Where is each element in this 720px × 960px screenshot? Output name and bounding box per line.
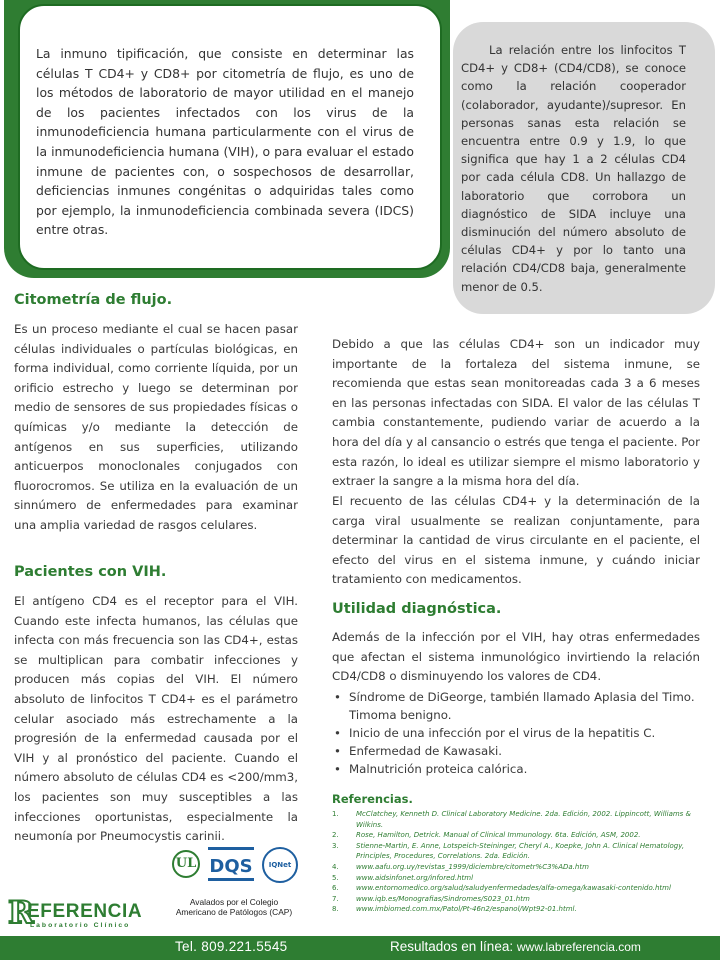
utilidad-list <box>332 688 700 778</box>
referencia-logo <box>8 897 148 933</box>
reference-link[interactable]: 8. www.imbiomed.com.mx/Patol/Pt-46n2/espanol/Wpt92-01.html. <box>332 905 577 914</box>
referencias-list <box>332 809 712 915</box>
referencias-heading: Referencias. <box>332 792 413 806</box>
reference-item: 3. Stienne-Martin, E. Anne, Lotspeich-Steininger, Cheryl A., Koepke, John A. Clinical Hematology, Principles, Procedures, Correlations. 2da. Edición. <box>332 841 685 861</box>
utilidad-text: Además de la infección por el VIH, hay otras enfermedades que afectan el sistema inmunológico invirtiendo la relación CD4/CD8 o disminuyendo los valores de CD4. <box>332 630 700 684</box>
list-item: • Síndrome de DiGeorge, también llamado Aplasia del Timo. Timoma benigno. <box>332 688 700 724</box>
dqs-logo: DQS <box>208 847 254 881</box>
citometria-heading: Citometría de flujo. <box>14 292 173 308</box>
web-label: Resultados en línea: <box>390 939 514 954</box>
brand-subtitle: Laboratorio Clínico <box>30 922 131 929</box>
cap-caption: Avalados por el Colegio Americano de Patólogos (CAP) <box>175 897 293 917</box>
utilidad-heading: Utilidad diagnóstica. <box>332 601 502 617</box>
brand-initial: R <box>8 895 34 931</box>
list-item: • Malnutrición proteica calórica. <box>332 760 700 778</box>
footer-bar <box>0 936 720 960</box>
reference-link[interactable]: 6. www.entornomedico.org/salud/saludyenfermedades/alfa-omega/kawasaki-contenido.html <box>332 884 671 893</box>
carga-viral-text: El recuento de las células CD4+ y la determinación de la carga viral usualmente se realizan conjuntamente, para determinar la cantidad de virus circulante en el paciente, el efecto del virus en el sistema inmune, y cuándo iniciar tratamiento con medicamentos. <box>332 494 700 587</box>
ratio-text: La relación entre los linfocitos T CD4+ y CD8+ (CD4/CD8), se conoce como la relación cooperador (colaborador, ayudante)/supresor. En personas sanas esta relación se encuentra entre 0.9 y 1.9, lo que significa que hay 1 a 2 células CD4 por cada célula CD8. Un hallazgo de laboratorio que corrobora un diagnóstico de SIDA incluye una disminución del número absoluto de células CD4+ y por lo tanto una relación CD4/CD8 baja, generalmente menor de 0.5. <box>461 43 686 294</box>
iqnet-logo: IQNet <box>262 847 298 883</box>
reference-link[interactable]: 4. www.aafu.org.uy/revistas_1999/diciembre/citometr%C3%ADa.htm <box>332 862 589 871</box>
reference-item: 1. McClatchey, Kenneth D. Clinical Laboratory Medicine. 2da. Edición, 2002. Lippincott, Williams & Wilkins. <box>332 810 692 829</box>
web-link[interactable]: www.labreferencia.com <box>516 940 641 954</box>
citometria-text: Es un proceso mediante el cual se hacen pasar células individuales o partículas biológicas, en forma individual, como corriente líquida, por un orificio estrecho y luego se determinan por medio de sensores de sus propiedades físicas o químicas y/o mediante la detección de antígenos en sus superficies, utilizando anticuerpos monoclonales conjugados con fluorocromos. Se utiliza en la evaluación de un sinnúmero de enfermedades para examinar una amplia variedad de rasgos celulares. <box>14 322 298 532</box>
web-results <box>390 939 641 954</box>
phone-number[interactable]: Tel. 809.221.5545 <box>175 939 288 954</box>
ul-logo: UL <box>172 850 200 878</box>
reference-link[interactable]: 7. www.iqb.es/Monografias/Sindromes/S023_01.htm <box>332 894 530 903</box>
certification-logos <box>172 845 302 895</box>
brand-word: EFERENCIA <box>27 901 143 922</box>
list-item: • Enfermedad de Kawasaki. <box>332 742 700 760</box>
reference-link[interactable]: 5. www.aidsinfonet.org/infored.html <box>332 873 474 882</box>
monitoreo-text: Debido a que las células CD4+ son un indicador muy importante de la fortaleza del sistema inmune, se recomienda que estas sean monitoreadas cada 3 a 6 meses en las personas infectadas con SIDA. El valor de las células T cambia constantemente, pudiendo variar de acuerdo a la hora del día y al cansancio o estrés que tenga el paciente. Por esta razón, lo ideal es utilizar siempre el mismo laboratorio y extraer la sangre a la misma hora del día. <box>332 337 700 489</box>
vih-heading: Pacientes con VIH. <box>14 564 167 580</box>
intro-text: La inmuno tipificación, que consiste en determinar las células T CD4+ y CD8+ por citometría de flujo, es uno de los métodos de laboratorio de mayor utilidad en el manejo de los pacientes infectados con los virus de la inmunodeficiencia humana particularmente con el virus de la inmunodeficiencia humana (VIH), o para evaluar el estado inmune de pacientes con, o sospechosos de desarrollar, deficiencias inmunes congénitas o adquiridas tales como por ejemplo, la inmunodeficiencia combinada severa (IDCS) entre otras. <box>36 46 414 238</box>
reference-item: 2. Rose, Hamilton, Detrick. Manual of Clinical Immunology. 6ta. Edición, ASM, 2002. <box>332 831 641 840</box>
vih-text: El antígeno CD4 es el receptor para el VIH. Cuando este infecta humanos, las células que infecta con más frecuencia son las CD4+, estas se multiplican para combatir infecciones y producen más copias del VIH. El número absoluto de linfocitos T CD4+ es el parámetro celular asociado más estrechamente a la progresión de la enfermedad causada por el VIH y al pronóstico del paciente. Cuando el número absoluto de células CD4 es <200/mm3, los pacientes son muy susceptibles a las infecciones oportunistas, especialmente la neumonía por Pneumocystis carinii. <box>14 594 298 844</box>
list-item: • Inicio de una infección por el virus de la hepatitis C. <box>332 724 700 742</box>
